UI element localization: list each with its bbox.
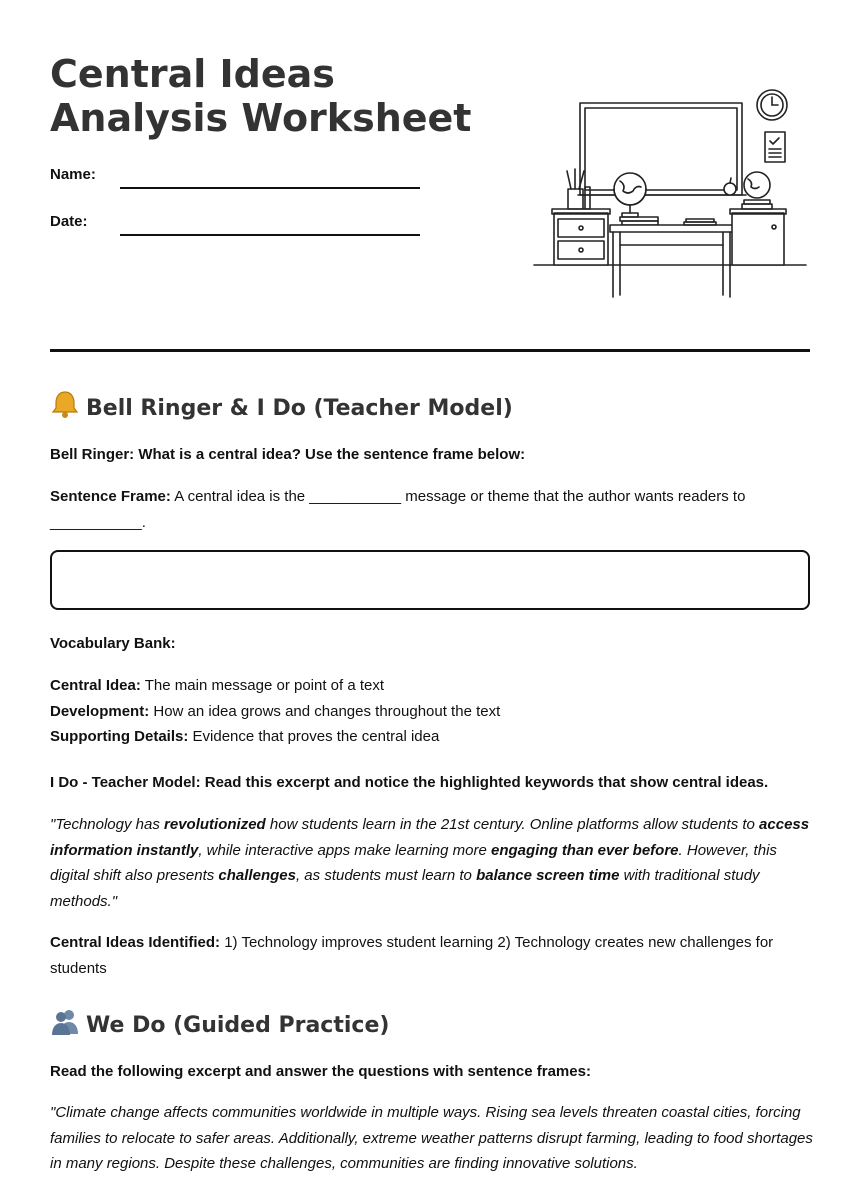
sentence-frame <box>50 484 800 535</box>
classroom-illustration <box>530 85 812 300</box>
model-instruction: I Do - Teacher Model: Read this excerpt and notice the highlighted keywords that show central ideas. <box>50 774 769 791</box>
sentence-frame-text: A central idea is the ___________ message or theme that the author wants readers to ___________. <box>50 488 746 531</box>
vocab-definition: The main message or point of a text <box>140 677 385 694</box>
excerpt-text: "Technology has <box>50 816 165 833</box>
excerpt-text: , as students must learn to <box>295 867 477 884</box>
clock-icon <box>757 90 787 120</box>
section-heading-we-do <box>50 1006 389 1038</box>
vocab-item <box>50 673 815 699</box>
globe-icon <box>614 173 646 217</box>
identified-label: Central Ideas Identified: <box>50 934 221 951</box>
identified-text: 1) Technology improves student learning 2) Technology creates new challenges for students <box>50 934 774 977</box>
bell-icon <box>50 389 80 419</box>
vocab-term: Central Idea: <box>50 677 141 694</box>
vocab-term: Supporting Details: <box>50 728 189 745</box>
we-do-excerpt: "Climate change affects communities worldwide in multiple ways. Rising sea levels threaten coastal cities, forcing families to relocate to safer areas. Additionally, extreme weather patterns disrupt farming, leading to food shortages in many regions. Despite these challenges, communities are finding innovative solutions. <box>50 1104 813 1172</box>
we-do-instruction: Read the following excerpt and answer the questions with sentence frames: <box>50 1063 591 1080</box>
date-line[interactable] <box>120 234 420 236</box>
bell-ringer-prompt: Bell Ringer: What is a central idea? Use the sentence frame below: <box>50 446 526 463</box>
name-label: Name: <box>50 166 96 183</box>
date-label: Date: <box>50 213 88 230</box>
excerpt-keyword: engaging than ever before <box>490 841 679 859</box>
page-title: Central Ideas Analysis Worksheet <box>50 52 472 140</box>
excerpt-text: how students learn in the 21st century. Online platforms allow students to <box>265 816 760 833</box>
vocab-item <box>50 699 815 725</box>
name-line[interactable] <box>120 187 420 189</box>
vocab-list <box>50 673 815 750</box>
excerpt-text: with traditional study methods." <box>50 867 760 910</box>
excerpt-keyword: access information instantly <box>50 816 810 859</box>
answer-box[interactable] <box>50 550 810 610</box>
header-divider <box>50 349 810 352</box>
excerpt-keyword: balance screen time <box>476 867 620 884</box>
vocab-definition: Evidence that proves the central idea <box>188 728 440 745</box>
section-heading-we-do-text: We Do (Guided Practice) <box>86 1013 390 1038</box>
vocab-heading: Vocabulary Bank: <box>50 635 176 652</box>
vocab-definition: How an idea grows and changes throughout the text <box>149 702 501 720</box>
vocab-term: Development: <box>50 702 150 720</box>
people-icon <box>50 1006 80 1036</box>
section-heading-i-do-text: Bell Ringer & I Do (Teacher Model) <box>86 396 513 421</box>
sentence-frame-label: Sentence Frame: <box>50 488 171 505</box>
excerpt-keyword: challenges <box>218 867 296 884</box>
excerpt-keyword: revolutionized <box>164 816 266 833</box>
central-ideas-identified <box>50 930 800 981</box>
vocab-item <box>50 724 815 750</box>
excerpt-text: . However, this digital shift also presents <box>50 841 777 884</box>
excerpt-text: , while interactive apps make learning more <box>198 841 491 859</box>
section-heading-i-do <box>50 389 513 421</box>
model-excerpt <box>50 812 815 914</box>
notice-icon <box>765 132 785 162</box>
